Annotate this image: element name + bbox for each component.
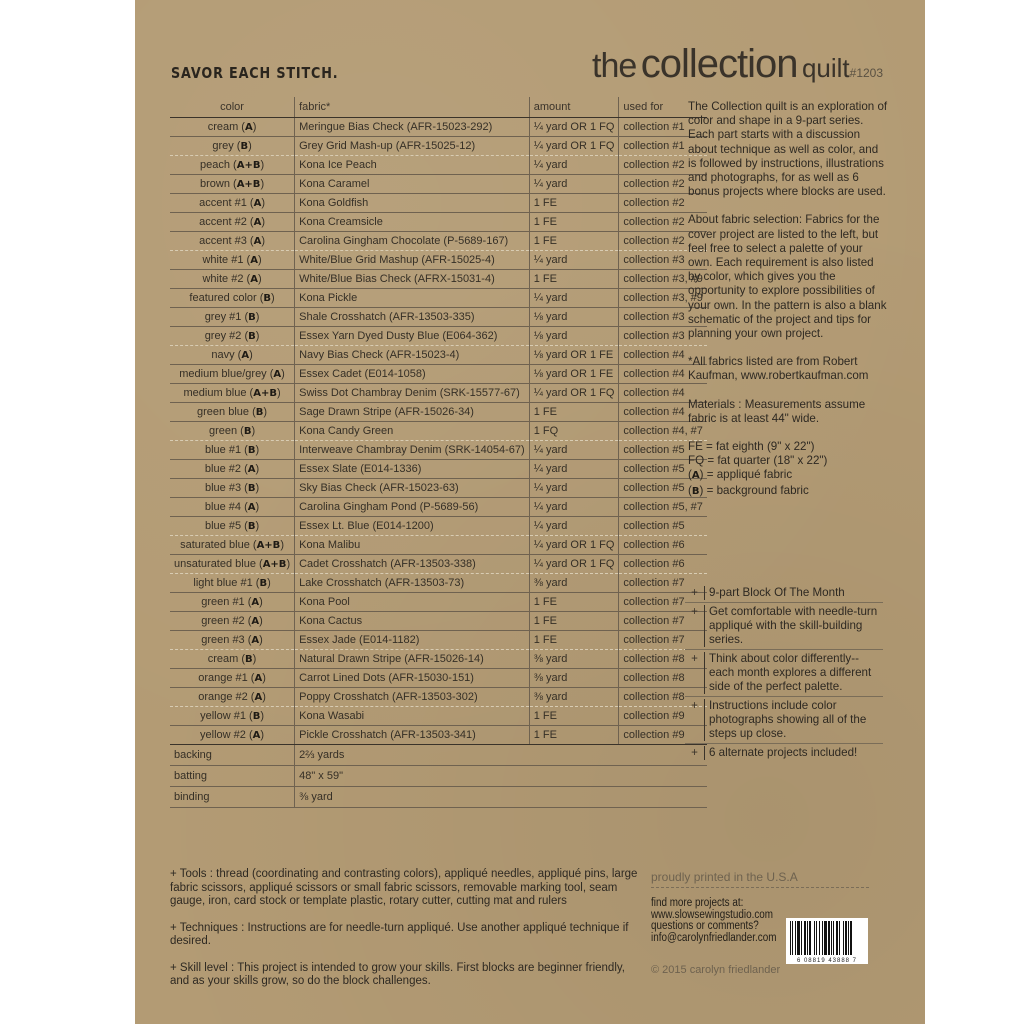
- fabric-type-tag: A: [253, 236, 262, 247]
- color-cell: cream (A): [170, 118, 295, 137]
- color-name: cream: [207, 653, 239, 665]
- column-header-fabric: fabric*: [295, 97, 530, 118]
- color-cell: orange #1 (A): [170, 669, 295, 688]
- table-row: [170, 726, 707, 745]
- used-for-cell: collection #4: [619, 365, 707, 384]
- color-name: light blue #1: [193, 577, 253, 589]
- used-for-cell: collection #4: [619, 346, 707, 365]
- color-name: yellow #2: [200, 729, 246, 741]
- color-cell: cream (B): [170, 650, 295, 669]
- amount-cell: ¼ yard: [529, 251, 619, 270]
- table-row: [170, 175, 707, 194]
- pattern-title: [592, 42, 883, 87]
- fabric-cell: Kona Candy Green: [295, 422, 530, 441]
- amount-cell: 1 FE: [529, 194, 619, 213]
- fabric-type-tag: A: [253, 198, 262, 209]
- color-name: navy: [211, 349, 235, 361]
- used-for-cell: collection #5, #7: [619, 498, 707, 517]
- table-row: [170, 460, 707, 479]
- fabric-cell: Essex Yarn Dyed Dusty Blue (E064-362): [295, 327, 530, 346]
- color-name: brown: [199, 178, 230, 190]
- color-cell: medium blue/grey (A): [170, 365, 295, 384]
- plus-icon: +: [685, 586, 705, 600]
- amount-cell: ¼ yard: [529, 517, 619, 536]
- title-the: the: [592, 47, 637, 85]
- fabric-source-text: *All fabrics listed are from Robert Kaufman, www.robertkaufman.com: [688, 355, 869, 383]
- legend-b-tag: B: [691, 485, 700, 497]
- amount-cell: ¼ yard: [529, 289, 619, 308]
- used-for-cell: collection #7: [619, 574, 707, 593]
- color-cell: grey #2 (B): [170, 327, 295, 346]
- color-cell: blue #3 (B): [170, 479, 295, 498]
- fabric-type-tag: A: [244, 122, 253, 133]
- table-row: [170, 365, 707, 384]
- color-name: blue #4: [204, 501, 242, 513]
- color-name: green blue: [197, 406, 250, 418]
- fabric-type-tag: A: [254, 692, 263, 703]
- amount-cell: ¼ yard OR 1 FQ: [529, 118, 619, 137]
- table-row: [170, 688, 707, 707]
- fabric-cell: Essex Jade (E014-1182): [295, 631, 530, 650]
- used-for-cell: collection #2: [619, 232, 707, 251]
- color-name: green #1: [201, 596, 245, 608]
- amount-cell: ¼ yard OR 1 FQ: [529, 536, 619, 555]
- legend-a-text: = appliqué fabric: [703, 468, 793, 482]
- color-cell: accent #3 (A): [170, 232, 295, 251]
- fabric-cell: Meringue Bias Check (AFR-15023-292): [295, 118, 530, 137]
- fabric-type-tag: B: [245, 654, 253, 665]
- table-row-batting: [170, 766, 707, 787]
- color-name: saturated blue: [180, 539, 250, 551]
- description: [688, 100, 888, 499]
- extra-value: 2⅔ yards: [295, 745, 707, 766]
- used-for-cell: collection #3: [619, 327, 707, 346]
- table-row: [170, 346, 707, 365]
- title-quilt: quilt: [801, 53, 850, 83]
- color-name: white #2: [202, 273, 244, 285]
- fabric-cell: Shale Crosshatch (AFR-13503-335): [295, 308, 530, 327]
- fabric-cell: Essex Lt. Blue (E014-1200): [295, 517, 530, 536]
- fabric-cell: Natural Drawn Stripe (AFR-15026-14): [295, 650, 530, 669]
- used-for-cell: collection #3, #9: [619, 289, 707, 308]
- fabric-type-tag: A+B: [253, 388, 277, 399]
- amount-cell: ¼ yard OR 1 FQ: [529, 555, 619, 574]
- fabric-cell: Kona Creamsicle: [295, 213, 530, 232]
- amount-cell: 1 FE: [529, 593, 619, 612]
- used-for-cell: collection #7: [619, 631, 707, 650]
- fabric-type-tag: A: [251, 635, 260, 646]
- table-row: [170, 384, 707, 403]
- fabric-type-tag: A: [273, 369, 282, 380]
- tools-note: + Tools : thread (coordinating and contrasting colors), appliqué needles, appliqué pins, large fabric scissors, appliqué scissors or small fabric scissors, removable marking tool, seam gauge, iron, card stock or template plastic, rotary cutter, cutting mat and rulers: [170, 868, 638, 907]
- table-row: [170, 631, 707, 650]
- amount-cell: ⅛ yard: [529, 327, 619, 346]
- amount-cell: ⅛ yard: [529, 308, 619, 327]
- used-for-cell: collection #1: [619, 118, 707, 137]
- used-for-cell: collection #3: [619, 308, 707, 327]
- plus-icon: +: [685, 605, 705, 647]
- used-for-cell: collection #4: [619, 384, 707, 403]
- pattern-number: #1203: [849, 66, 884, 80]
- feature-item: [685, 584, 883, 603]
- color-cell: brown (A+B): [170, 175, 295, 194]
- fabric-type-tag: B: [248, 331, 256, 342]
- amount-cell: ¼ yard: [529, 460, 619, 479]
- used-for-cell: collection #9: [619, 707, 707, 726]
- fabric-cell: Kona Malibu: [295, 536, 530, 555]
- color-name: green #3: [201, 634, 245, 646]
- feature-text: 9-part Block Of The Month: [709, 586, 845, 599]
- used-for-cell: collection #2: [619, 194, 707, 213]
- color-cell: green #2 (A): [170, 612, 295, 631]
- color-name: unsaturated blue: [174, 558, 256, 570]
- table-row: [170, 270, 707, 289]
- table-row: [170, 574, 707, 593]
- color-name: blue #5: [204, 520, 242, 532]
- table-row: [170, 403, 707, 422]
- table-row: [170, 118, 707, 137]
- fabric-type-tag: B: [255, 407, 264, 418]
- amount-cell: ¼ yard: [529, 498, 619, 517]
- questions-label: questions or comments?: [651, 920, 759, 932]
- fabric-type-tag: B: [240, 141, 249, 152]
- color-name: medium blue/grey: [179, 368, 267, 380]
- color-cell: yellow #2 (A): [170, 726, 295, 745]
- fabric-type-tag: B: [247, 483, 256, 494]
- color-name: orange #2: [198, 691, 248, 703]
- column-header-used-for: used for: [619, 97, 707, 118]
- color-name: orange #1: [198, 672, 248, 684]
- table-row: [170, 213, 707, 232]
- color-cell: unsaturated blue (A+B): [170, 555, 295, 574]
- fabric-cell: Kona Pickle: [295, 289, 530, 308]
- fabric-cell: Pickle Crosshatch (AFR-13503-341): [295, 726, 530, 745]
- amount-cell: ¼ yard: [529, 156, 619, 175]
- feature-text: 6 alternate projects included!: [709, 746, 858, 759]
- fabric-cell: Essex Cadet (E014-1058): [295, 365, 530, 384]
- table-row: [170, 479, 707, 498]
- used-for-cell: collection #5: [619, 460, 707, 479]
- used-for-cell: collection #3: [619, 251, 707, 270]
- used-for-cell: collection #7: [619, 593, 707, 612]
- fabric-cell: Poppy Crosshatch (AFR-13503-302): [295, 688, 530, 707]
- color-name: green: [208, 425, 238, 437]
- fabric-cell: Kona Ice Peach: [295, 156, 530, 175]
- color-name: grey #2: [204, 330, 242, 342]
- printed-in-usa: proudly printed in the U.S.A: [651, 870, 869, 888]
- color-cell: blue #5 (B): [170, 517, 295, 536]
- fabric-cell: Interweave Chambray Denim (SRK-14054-67): [295, 441, 530, 460]
- color-name: medium blue: [183, 387, 247, 399]
- fabric-cell: Kona Wasabi: [295, 707, 530, 726]
- table-row-backing: [170, 745, 707, 766]
- used-for-cell: collection #2: [619, 175, 707, 194]
- table-row: [170, 707, 707, 726]
- table-row: [170, 251, 707, 270]
- feature-item: [685, 744, 883, 762]
- fabric-cell: White/Blue Bias Check (AFRX-15031-4): [295, 270, 530, 289]
- color-cell: navy (A): [170, 346, 295, 365]
- fabric-type-tag: A: [241, 350, 250, 361]
- fabric-cell: Carolina Gingham Chocolate (P-5689-167): [295, 232, 530, 251]
- color-cell: blue #2 (A): [170, 460, 295, 479]
- fabric-type-tag: A: [252, 730, 261, 741]
- feature-list: [685, 584, 883, 762]
- amount-cell: 1 FE: [529, 403, 619, 422]
- table-row: [170, 498, 707, 517]
- color-cell: saturated blue (A+B): [170, 536, 295, 555]
- fabric-type-tag: B: [263, 293, 272, 304]
- amount-cell: 1 FE: [529, 232, 619, 251]
- color-cell: green #1 (A): [170, 593, 295, 612]
- barcode-bars: [790, 921, 864, 955]
- barcode-bar: [852, 921, 853, 955]
- fabric-type-tag: B: [247, 521, 256, 532]
- used-for-cell: collection #5: [619, 441, 707, 460]
- color-name: white #1: [202, 254, 244, 266]
- feature-text: Get comfortable with needle-turn appliqué with the skill-building series.: [709, 605, 878, 646]
- amount-cell: 1 FQ: [529, 422, 619, 441]
- color-cell: blue #1 (B): [170, 441, 295, 460]
- fabric-cell: White/Blue Grid Mashup (AFR-15025-4): [295, 251, 530, 270]
- amount-cell: 1 FE: [529, 270, 619, 289]
- extra-label: binding: [170, 787, 295, 808]
- table-row: [170, 194, 707, 213]
- used-for-cell: collection #2: [619, 213, 707, 232]
- fabric-cell: Swiss Dot Chambray Denim (SRK-15577-67): [295, 384, 530, 403]
- fabric-type-tag: B: [247, 445, 256, 456]
- used-for-cell: collection #1: [619, 137, 707, 156]
- fabric-cell: Sage Drawn Stripe (AFR-15026-34): [295, 403, 530, 422]
- fabric-cell: Kona Cactus: [295, 612, 530, 631]
- fabric-type-tag: B: [243, 426, 252, 437]
- fabric-cell: Navy Bias Check (AFR-15023-4): [295, 346, 530, 365]
- plus-icon: +: [685, 746, 705, 760]
- feature-text: Think about color differently--each month explores a different side of the perfect palette.: [709, 652, 872, 693]
- email-link[interactable]: info@carolynfriedlander.com: [651, 931, 777, 944]
- fq-definition: FQ = fat quarter (18" x 22"): [688, 454, 828, 468]
- notes: [170, 868, 640, 1002]
- color-cell: grey #1 (B): [170, 308, 295, 327]
- fabric-cell: Cadet Crosshatch (AFR-13503-338): [295, 555, 530, 574]
- plus-icon: +: [685, 699, 705, 741]
- fabric-cell: Carrot Lined Dots (AFR-15030-151): [295, 669, 530, 688]
- used-for-cell: collection #7: [619, 612, 707, 631]
- color-name: featured color: [189, 292, 257, 304]
- color-name: accent #1: [199, 197, 247, 209]
- fabric-type-tag: A: [250, 255, 258, 266]
- table-row: [170, 422, 707, 441]
- amount-cell: ⅜ yard: [529, 574, 619, 593]
- fabric-cell: Lake Crosshatch (AFR-13503-73): [295, 574, 530, 593]
- legend-b-text: = background fabric: [703, 483, 809, 497]
- color-name: green #2: [201, 615, 245, 627]
- techniques-note: + Techniques : Instructions are for needle-turn appliqué. Use another appliqué technique if desired.: [170, 921, 629, 947]
- plus-icon: +: [685, 652, 705, 694]
- amount-cell: 1 FE: [529, 726, 619, 745]
- amount-cell: ¼ yard: [529, 479, 619, 498]
- fabric-type-tag: A: [251, 616, 260, 627]
- fe-definition: FE = fat eighth (9" x 22"): [688, 440, 815, 454]
- color-cell: peach (A+B): [170, 156, 295, 175]
- fabric-type-tag: A: [247, 464, 256, 475]
- find-more-label: find more projects at:: [651, 897, 744, 909]
- amount-cell: 1 FE: [529, 707, 619, 726]
- legend-a: (A) = appliqué fabric: [688, 468, 793, 482]
- color-cell: accent #1 (A): [170, 194, 295, 213]
- color-cell: white #2 (A): [170, 270, 295, 289]
- fabric-type-tag: B: [259, 578, 268, 589]
- used-for-cell: collection #4: [619, 403, 707, 422]
- color-cell: green blue (B): [170, 403, 295, 422]
- used-for-cell: collection #6: [619, 555, 707, 574]
- table-row: [170, 289, 707, 308]
- amount-cell: 1 FE: [529, 612, 619, 631]
- color-cell: green #3 (A): [170, 631, 295, 650]
- color-cell: green (B): [170, 422, 295, 441]
- color-name: grey: [212, 140, 234, 152]
- feature-item: [685, 697, 883, 744]
- color-name: cream: [207, 121, 239, 133]
- color-name: peach: [199, 159, 230, 171]
- used-for-cell: collection #6: [619, 536, 707, 555]
- used-for-cell: collection #2: [619, 156, 707, 175]
- fabric-type-tag: A: [247, 502, 256, 513]
- column-header-color: color: [170, 97, 295, 118]
- fabric-type-tag: A+B: [256, 540, 281, 551]
- table-row: [170, 536, 707, 555]
- table-row: [170, 327, 707, 346]
- tagline: SAVOR EACH STITCH.: [171, 64, 339, 82]
- color-cell: yellow #1 (B): [170, 707, 295, 726]
- amount-cell: ⅛ yard OR 1 FE: [529, 365, 619, 384]
- amount-cell: ¼ yard: [529, 441, 619, 460]
- amount-cell: 1 FE: [529, 213, 619, 232]
- feature-item: [685, 650, 883, 697]
- amount-cell: ¼ yard: [529, 175, 619, 194]
- extra-label: backing: [170, 745, 295, 766]
- skill-level-note: + Skill level : This project is intended to grow your skills. First blocks are beginner friendly, and as your skills grow, so do the block challenges.: [170, 961, 625, 987]
- extra-value: 48" x 59": [295, 766, 707, 787]
- table-row: [170, 232, 707, 251]
- color-name: blue #2: [204, 463, 242, 475]
- amount-cell: ⅜ yard: [529, 669, 619, 688]
- table-row: [170, 650, 707, 669]
- fabric-cell: Kona Caramel: [295, 175, 530, 194]
- fabric-requirements-table: [170, 97, 707, 808]
- table-row: [170, 555, 707, 574]
- fabric-cell: Sky Bias Check (AFR-15023-63): [295, 479, 530, 498]
- website-link[interactable]: www.slowsewingstudio.com: [651, 908, 774, 921]
- table-row: [170, 156, 707, 175]
- amount-cell: 1 FE: [529, 631, 619, 650]
- extra-label: batting: [170, 766, 295, 787]
- table-header-row: [170, 97, 707, 118]
- color-name: blue #3: [204, 482, 242, 494]
- title-collection: collection: [640, 42, 798, 86]
- amount-cell: ¼ yard OR 1 FQ: [529, 384, 619, 403]
- table-row: [170, 308, 707, 327]
- color-name: grey #1: [204, 311, 242, 323]
- used-for-cell: collection #4, #7: [619, 422, 707, 441]
- fabric-type-tag: A+B: [236, 160, 261, 171]
- used-for-cell: collection #8: [619, 650, 707, 669]
- color-cell: medium blue (A+B): [170, 384, 295, 403]
- amount-cell: ⅜ yard: [529, 688, 619, 707]
- used-for-cell: collection #3, #9: [619, 270, 707, 289]
- barcode-number: 6 08819 43888 7: [796, 958, 858, 964]
- feature-text: Instructions include color photographs showing all of the steps up close.: [709, 699, 867, 740]
- color-cell: accent #2 (A): [170, 213, 295, 232]
- intro-text: The Collection quilt is an exploration of color and shape in a 9-part series. Each part starts with a discussion about technique as well as color, and is followed by instructions, illustrations and photographs, for as well as 6 bonus projects where blocks are used.: [688, 100, 888, 199]
- fabric-cell: Kona Goldfish: [295, 194, 530, 213]
- table-row: [170, 517, 707, 536]
- fabric-selection-text: About fabric selection: Fabrics for the cover project are listed to the left, but feel free to select a palette of your own. Each requirement is also listed by color, which gives you the opportunity to explore possibilities of your own. In the pattern is also a blank schematic of the project and tips for planning your own project.: [688, 213, 887, 341]
- fabric-type-tag: A: [251, 597, 260, 608]
- used-for-cell: collection #8: [619, 688, 707, 707]
- table-row: [170, 441, 707, 460]
- fabric-type-tag: A+B: [236, 179, 261, 190]
- used-for-cell: collection #5: [619, 517, 707, 536]
- extra-value: ⅜ yard: [295, 787, 707, 808]
- table-row: [170, 593, 707, 612]
- legend-a-tag: A: [691, 470, 700, 482]
- color-name: yellow #1: [200, 710, 246, 722]
- table-row: [170, 612, 707, 631]
- color-cell: featured color (B): [170, 289, 295, 308]
- color-cell: blue #4 (A): [170, 498, 295, 517]
- fabric-cell: Grey Grid Mash-up (AFR-15025-12): [295, 137, 530, 156]
- color-cell: orange #2 (A): [170, 688, 295, 707]
- table-row: [170, 669, 707, 688]
- contact-info: [651, 898, 776, 944]
- legend-b: (B) = background fabric: [688, 483, 809, 497]
- fabric-type-tag: B: [248, 312, 256, 323]
- copyright: © 2015 carolyn friedlander: [651, 964, 781, 976]
- used-for-cell: collection #8: [619, 669, 707, 688]
- fabric-cell: Kona Pool: [295, 593, 530, 612]
- fabric-type-tag: A+B: [262, 559, 287, 570]
- fabric-type-tag: A: [254, 673, 263, 684]
- fabric-cell: Essex Slate (E014-1336): [295, 460, 530, 479]
- color-name: accent #2: [199, 216, 247, 228]
- column-header-amount: amount: [529, 97, 619, 118]
- barcode: [786, 918, 868, 964]
- color-cell: white #1 (A): [170, 251, 295, 270]
- amount-cell: ⅜ yard: [529, 650, 619, 669]
- feature-item: [685, 603, 883, 650]
- amount-cell: ⅛ yard OR 1 FE: [529, 346, 619, 365]
- used-for-cell: collection #9: [619, 726, 707, 745]
- used-for-cell: collection #5: [619, 479, 707, 498]
- color-cell: grey (B): [170, 137, 295, 156]
- fabric-cell: Carolina Gingham Pond (P-5689-56): [295, 498, 530, 517]
- table-row: [170, 137, 707, 156]
- color-name: accent #3: [199, 235, 247, 247]
- fabric-type-tag: A: [250, 274, 258, 285]
- fabric-type-tag: B: [252, 711, 261, 722]
- amount-cell: ¼ yard OR 1 FQ: [529, 137, 619, 156]
- materials-text: Materials : Measurements assume fabric is at least 44" wide.: [688, 397, 866, 425]
- table-row-binding: [170, 787, 707, 808]
- color-cell: light blue #1 (B): [170, 574, 295, 593]
- color-name: blue #1: [204, 444, 242, 456]
- fabric-type-tag: A: [253, 217, 262, 228]
